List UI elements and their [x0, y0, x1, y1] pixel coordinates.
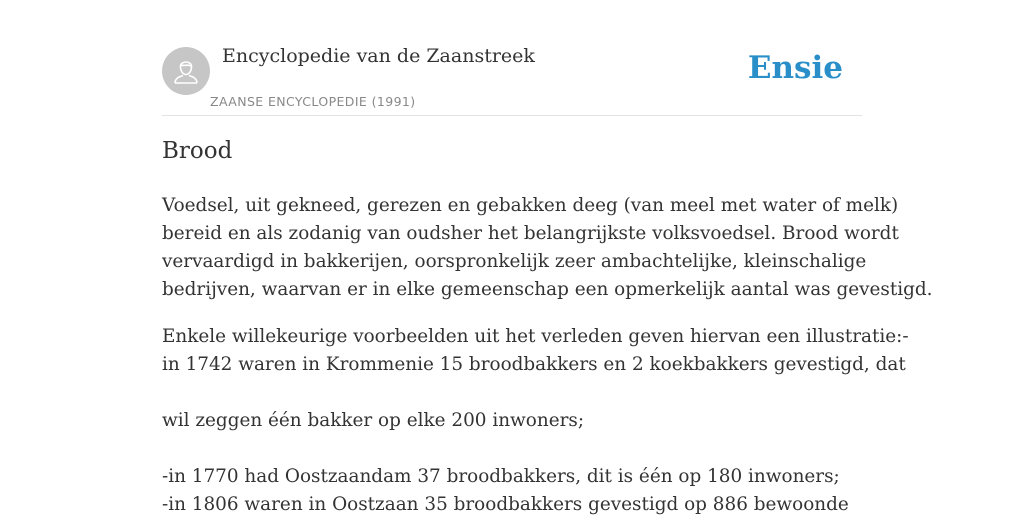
paragraph-line: wil zeggen één bakker op elke 200 inwoners; [162, 410, 585, 431]
paragraph-line: bedrijven, waarvan er in elke gemeenschap een opmerkelijk aantal was gevestigd. [162, 279, 933, 300]
article-title: Brood [162, 138, 233, 164]
paragraph-line [162, 379, 882, 407]
article-paragraph [162, 323, 909, 519]
paragraph-line: Enkele willekeurige voorbeelden uit het verleden geven hiervan een illustratie:- [162, 326, 909, 347]
paragraph-line: Voedsel, uit gekneed, gerezen en gebakken deeg (van meel met water of melk) [162, 195, 899, 216]
paragraph-line: vervaardigd in bakkerijen, oorspronkelijk zeer ambachtelijke, kleinschalige [162, 251, 867, 272]
paragraph-line: bereid en als zodanig van oudsher het belangrijkste volksvoedsel. Brood wordt [162, 223, 899, 244]
article-paragraph [162, 192, 933, 304]
avatar[interactable] [162, 47, 210, 95]
page [162, 0, 933, 515]
brand-logo[interactable]: Ensie [747, 50, 843, 86]
user-icon [162, 47, 210, 95]
paragraph-line [162, 435, 882, 463]
source-subtitle[interactable]: ZAANSE ENCYCLOPEDIE (1991) [210, 94, 416, 109]
paragraph-line: -in 1806 waren in Oostzaan 35 broodbakkers gevestigd op 886 bewoonde [162, 494, 849, 515]
paragraph-line: in 1742 waren in Krommenie 15 broodbakkers en 2 koekbakkers gevestigd, dat [162, 354, 906, 375]
source-header [162, 0, 862, 116]
paragraph-line: -in 1770 had Oostzaandam 37 broodbakkers, dit is één op 180 inwoners; [162, 466, 840, 487]
source-title[interactable]: Encyclopedie van de Zaanstreek [222, 45, 535, 67]
